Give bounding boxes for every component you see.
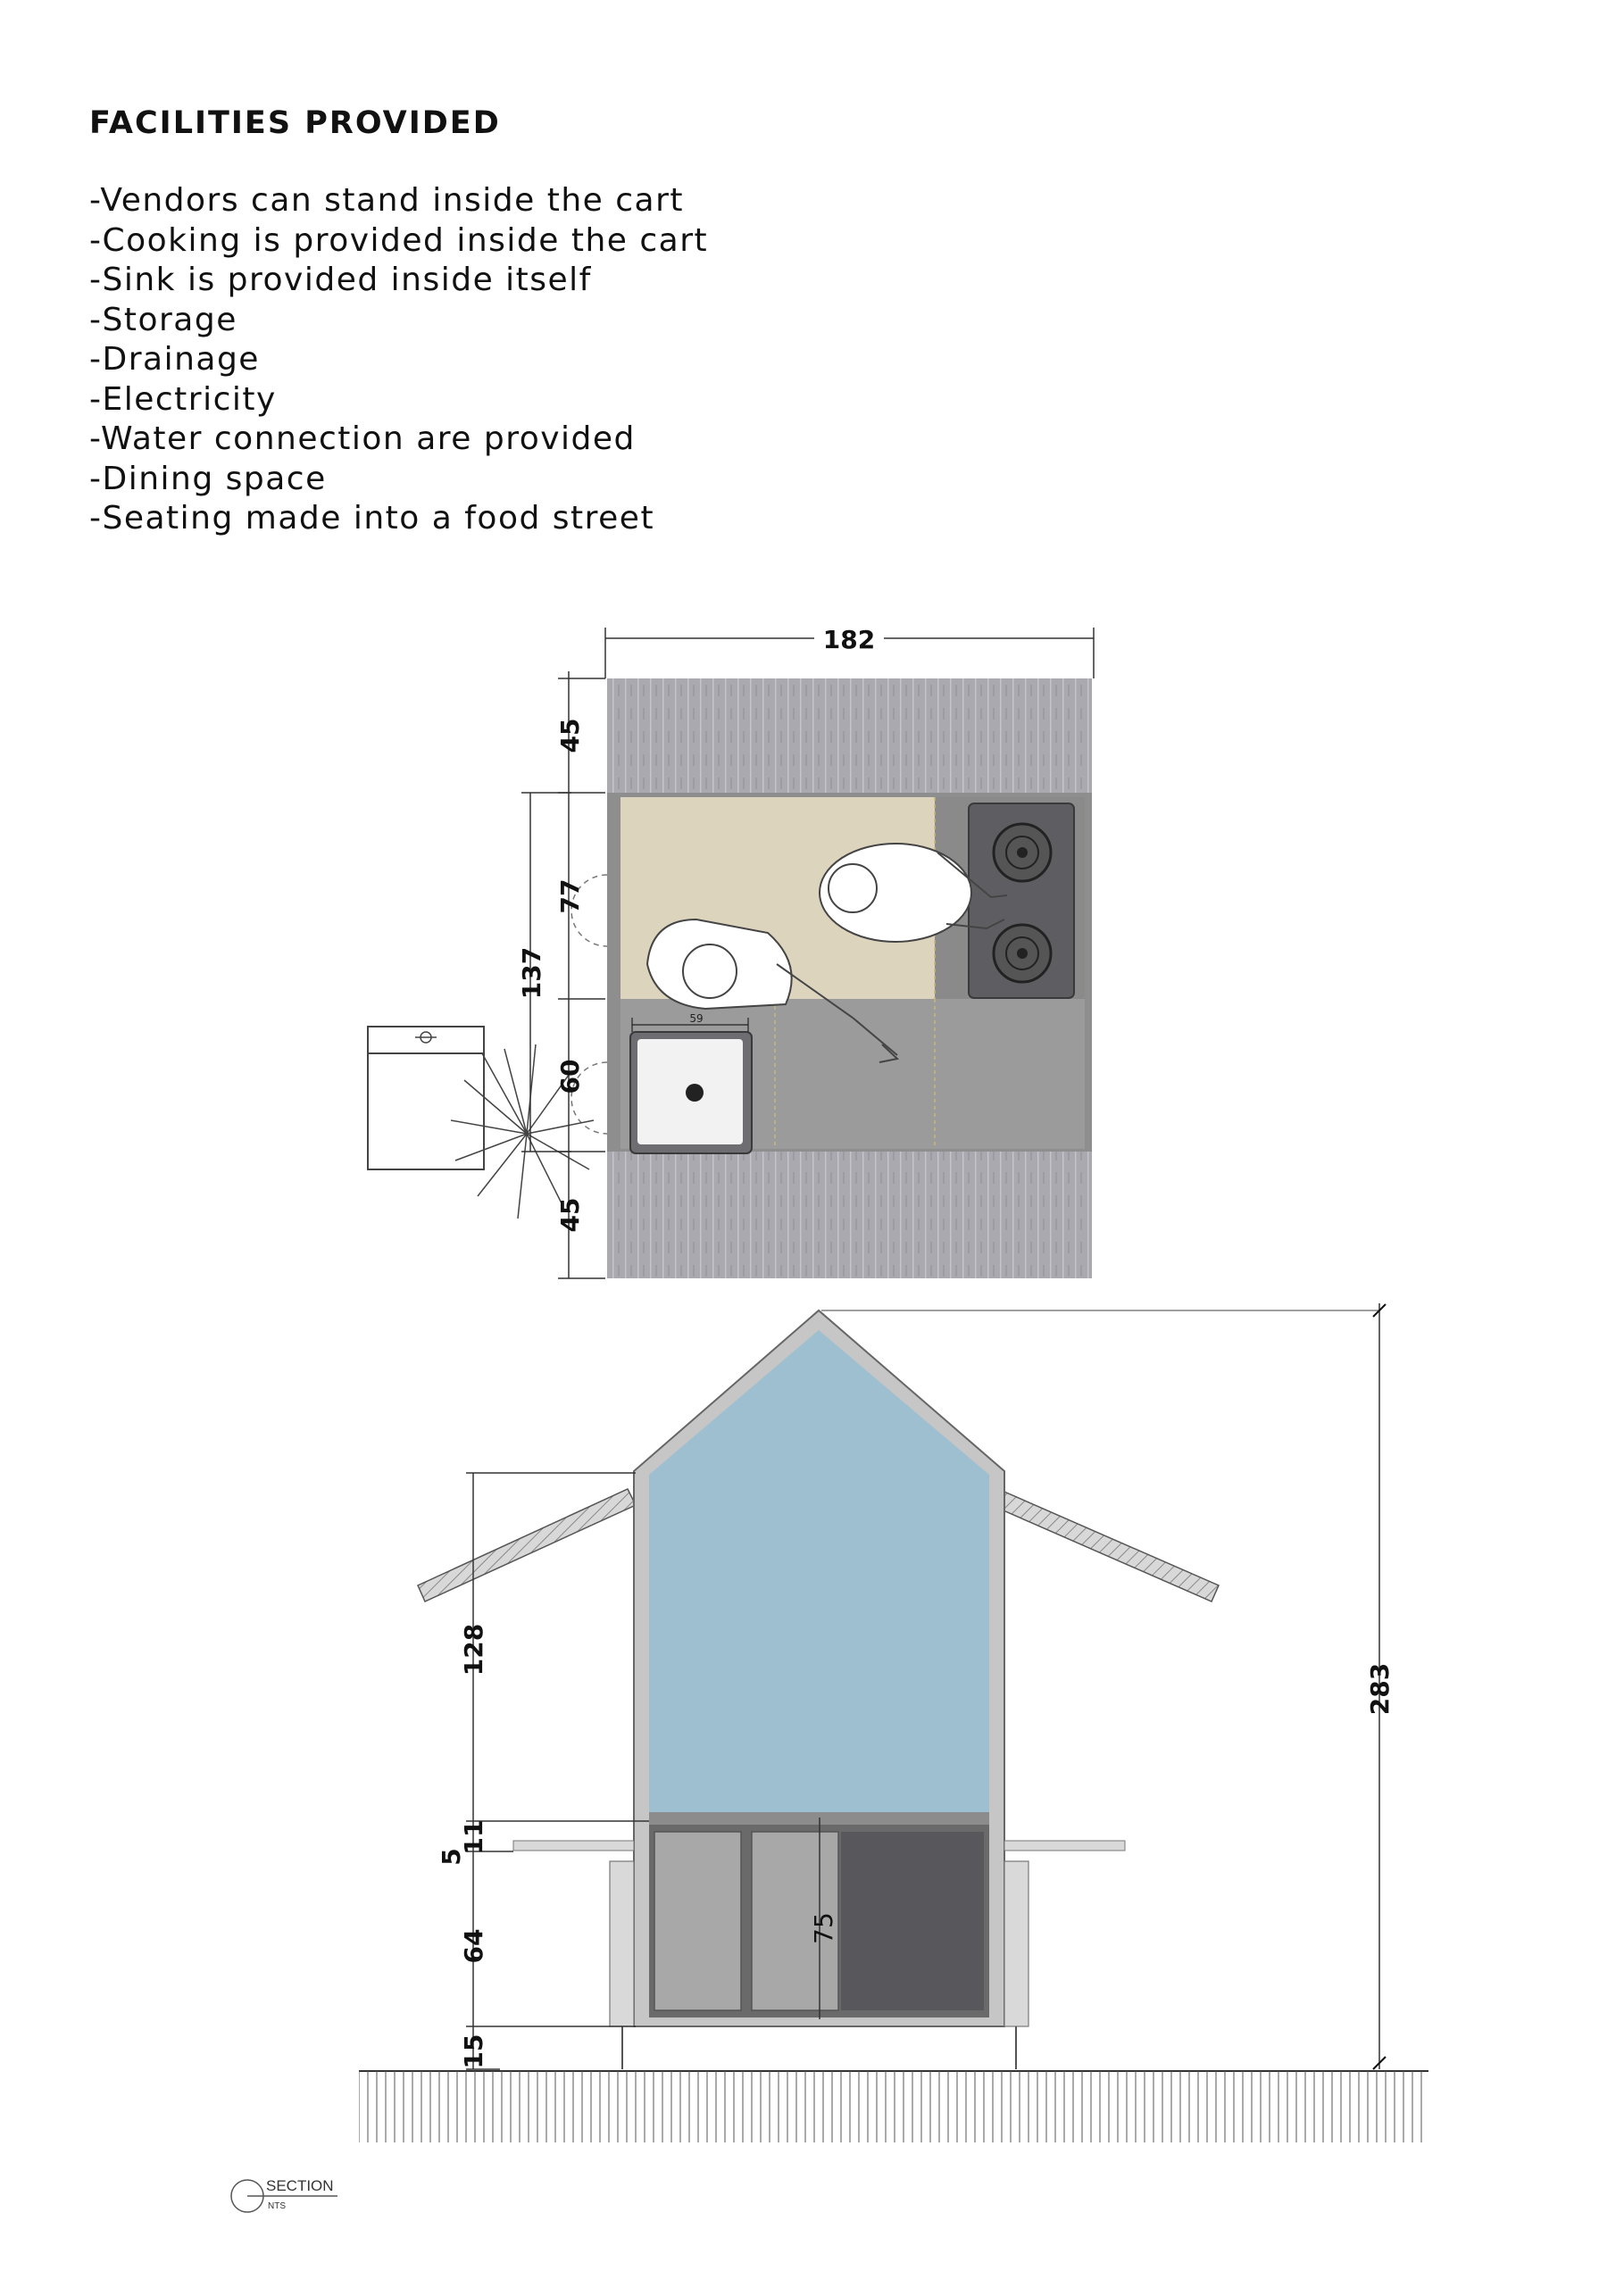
left-awning [418, 1489, 636, 1601]
page-heading: FACILITIES PROVIDED [89, 105, 501, 141]
cabinet-dark-panel [841, 1832, 984, 2010]
plan-interior-dim-label: 137 [517, 946, 546, 1000]
facility-item: -Water connection are provided [89, 420, 636, 457]
facility-item: -Sink is provided inside itself [89, 262, 592, 298]
total-height-label: 283 [1365, 1662, 1395, 1716]
washbasin [368, 1027, 484, 1169]
glass-panel [649, 1330, 989, 1812]
upper-dim-label: 128 [459, 1623, 488, 1676]
right-shelf [1004, 1841, 1125, 1851]
plan-counter-depth-label: 77 [555, 878, 585, 914]
paving-top [607, 678, 1092, 793]
right-leg [1004, 1861, 1029, 2026]
facility-item: -Vendors can stand inside the cart [89, 182, 685, 219]
plan-sink-dim-label: 60 [555, 1059, 585, 1094]
section-view [359, 1303, 1428, 2142]
left-leg [610, 1861, 634, 2026]
left-shelf [513, 1841, 634, 1851]
facility-item: -Electricity [89, 380, 277, 418]
thin-dim-b-label: 5 [437, 1848, 466, 1866]
facility-item: -Drainage [89, 341, 260, 378]
lower-dim-label: 64 [459, 1928, 488, 1964]
plan-view [368, 621, 1094, 1278]
plan-top-dim-label: 45 [555, 718, 585, 753]
paving-bottom [607, 1152, 1092, 1278]
cabinet-door-left [654, 1832, 741, 2010]
section-tag [231, 2177, 337, 2212]
base-dim-label: 15 [459, 2034, 488, 2069]
sink-width-label: 59 [689, 1012, 704, 1025]
section-tag-label: SECTION [266, 2177, 334, 2194]
stove [969, 803, 1074, 998]
sink [630, 1032, 752, 1153]
facility-item: -Cooking is provided inside the cart [89, 221, 709, 259]
counter-height-label: 75 [809, 1912, 838, 1944]
right-awning [991, 1489, 1219, 1601]
facility-item: -Storage [89, 301, 237, 338]
plan-bottom-dim-label: 45 [555, 1197, 585, 1233]
facility-item: -Seating made into a food street [89, 500, 655, 537]
section-tag-scale: NTS [268, 2201, 286, 2211]
plan-width-dimension [605, 621, 1094, 678]
thin-dim-a-label: 11 [459, 1819, 488, 1855]
facility-item: -Dining space [89, 460, 327, 497]
plan-width-label: 182 [822, 625, 876, 654]
ground [359, 2071, 1428, 2142]
